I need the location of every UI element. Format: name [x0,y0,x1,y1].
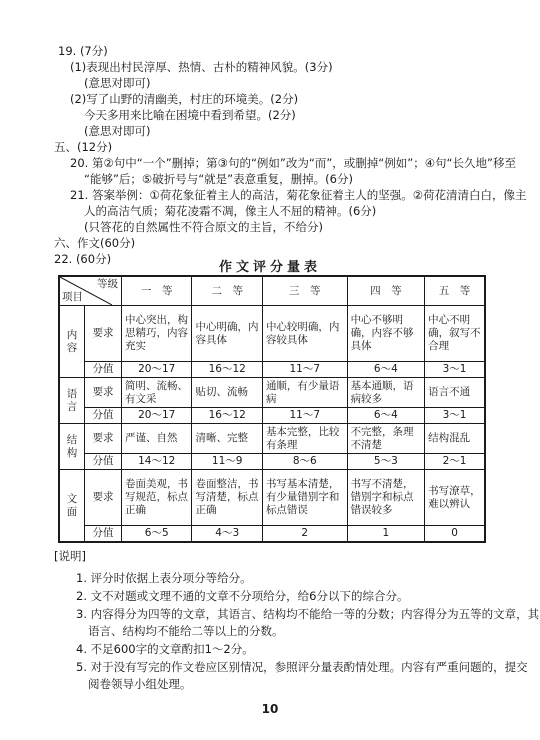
grade-header: 三 等 [262,276,347,306]
score-cell: 4～3 [192,526,262,543]
essay-score-table [58,275,486,543]
note-item: 2. 文不对题或文理不通的文章不分项给分，给6分以下的综合分。 [76,589,409,603]
table-row [59,526,485,543]
requirement-cell: 书写不清楚，错别字和标点错误较多 [347,470,425,526]
score-label: 分值 [85,362,122,378]
q21-note: (只答花的自然属性不符合原文的主旨，不给分) [84,220,323,234]
requirement-cell: 中心较明确，内容较具体 [262,306,347,362]
q22-heading: 22. (60分) [54,252,112,266]
requirement-cell: 语言不通 [425,378,485,408]
score-cell: 3～1 [425,408,485,424]
score-cell: 8～6 [262,454,347,470]
score-cell: 6～5 [122,526,192,543]
score-cell: 14～12 [122,454,192,470]
q21-answer-cont: 人的高洁气质；菊花凌霜不凋，像主人不屈的精神。(6分) [84,204,377,218]
table-row [59,470,485,526]
score-cell: 16～12 [192,362,262,378]
score-cell: 0 [425,526,485,543]
grade-header: 四 等 [347,276,425,306]
score-cell: 2～1 [425,454,485,470]
grade-header: 一 等 [122,276,192,306]
q19-answer-1: (1)表现出村民淳厚、热情、古朴的精神风貌。(3分) [70,60,333,74]
requirement-cell: 基本通顺，语病较多 [347,378,425,408]
score-cell: 1 [347,526,425,543]
score-label: 分值 [85,408,122,424]
requirement-cell: 中心不够明确，内容不够具体 [347,306,425,362]
requirement-cell: 中心突出，构思精巧，内容充实 [122,306,192,362]
table-header-row [59,276,485,306]
requirement-cell: 卷面美观，书写规范，标点正确 [122,470,192,526]
requirement-label: 要求 [85,306,122,362]
table-title: 作文评分量表 [218,260,321,275]
table-row [59,424,485,454]
table-row [59,362,485,378]
section-five-heading: 五、(12分) [54,140,113,154]
grade-header: 五 等 [425,276,485,306]
grade-header: 二 等 [192,276,262,306]
q20-answer-cont: “能够”后；⑤破折号与“就是”表意重复，删掉。(6分) [84,172,353,186]
note-item: 4. 不足600字的文章酌扣1～2分。 [76,642,254,656]
corner-item-label: 项目 [62,291,83,303]
score-cell: 11～7 [262,408,347,424]
requirement-label: 要求 [85,424,122,454]
q19-answer-2b: 今天多用来比喻在困境中看到希望。(2分) [84,108,296,122]
section-label-structure: 结构 [59,424,85,470]
table-corner-cell [59,276,122,306]
note-item: 5. 对于没有写完的作文卷应区别情况，参照评分量表酌情处理。内容有严重问题的，提交 [76,660,528,674]
q19-note-1: (意思对即可) [84,76,151,90]
table-row [59,408,485,424]
score-cell: 2 [262,526,347,543]
score-cell: 6～4 [347,362,425,378]
section-six-heading: 六、作文(60分) [54,236,136,250]
page-number: 10 [261,702,279,716]
requirement-cell: 不完整，条理不清楚 [347,424,425,454]
table-row [59,454,485,470]
score-cell: 20～17 [122,362,192,378]
score-cell: 6～4 [347,408,425,424]
requirement-cell: 卷面整洁，书写清楚，标点正确 [192,470,262,526]
corner-grade-label: 等级 [97,278,118,290]
table-row [59,378,485,408]
q21-answer: 21. 答案举例：①荷花象征着主人的高洁，菊花象征着主人的坚强。②荷花清清白白，像主 [70,188,527,202]
requirement-cell: 通顺，有少量语病 [262,378,347,408]
requirement-cell: 结构混乱 [425,424,485,454]
score-cell: 11～7 [262,362,347,378]
section-label-content: 内容 [59,306,85,378]
section-label-language: 语言 [59,378,85,424]
requirement-cell: 贴切、流畅 [192,378,262,408]
requirement-cell: 严谨、自然 [122,424,192,454]
score-cell: 16～12 [192,408,262,424]
note-item: 1. 评分时依据上表分项分等给分。 [76,571,252,585]
requirement-cell: 基本完整，比较有条理 [262,424,347,454]
note-item: 3. 内容得分为四等的文章，其语言、结构均不能给一等的分数；内容得分为五等的文章，其 [76,607,540,621]
q19-heading: 19. (7分) [58,44,108,58]
q19-answer-2: (2)写了山野的清幽美，村庄的环境美。(2分) [70,92,299,106]
score-cell: 11～9 [192,454,262,470]
note-item-cont: 阅卷领导小组处理。 [88,677,192,691]
note-item-cont: 语言、结构均不能给二等以上的分数。 [88,624,284,638]
notes-heading: [说明] [54,549,86,563]
q19-note-2: (意思对即可) [84,124,151,138]
score-label: 分值 [85,526,122,543]
requirement-cell: 书写潦草，难以辨认 [425,470,485,526]
score-cell: 20～17 [122,408,192,424]
requirement-cell: 中心不明确，叙写不合理 [425,306,485,362]
requirement-cell: 简明、流畅、有文采 [122,378,192,408]
requirement-cell: 书写基本清楚，有少量错别字和标点错误 [262,470,347,526]
table-row [59,306,485,362]
requirement-cell: 中心明确，内容具体 [192,306,262,362]
requirement-label: 要求 [85,470,122,526]
score-cell: 5～3 [347,454,425,470]
score-cell: 3～1 [425,362,485,378]
requirement-label: 要求 [85,378,122,408]
score-label: 分值 [85,454,122,470]
q20-answer: 20. 第②句中“一个”删掉；第③句的“例如”改为“而”，或删掉“例如”；④句“长久地”移至 [70,156,516,170]
requirement-cell: 清晰、完整 [192,424,262,454]
section-label-appearance: 文面 [59,470,85,543]
